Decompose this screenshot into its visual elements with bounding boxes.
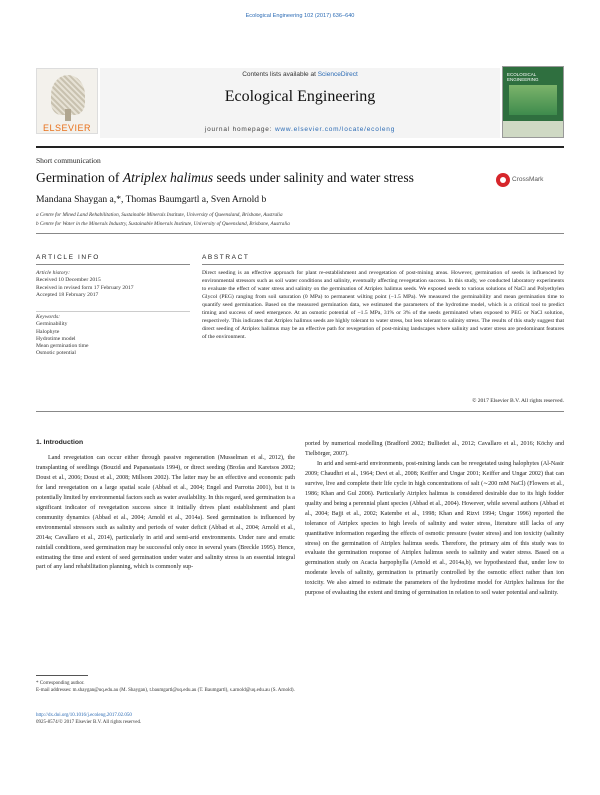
introduction-heading: 1. Introduction <box>36 439 84 446</box>
article-history: Article history: Received 10 December 2015 Received in revised form 17 February 2017 Accepted 18 February 2017 <box>36 270 134 298</box>
paragraph: ported by numerical modelling (Bradford 2002; Bulliedet al., 2012; Cavallaro et al., 2016; Köchy and Tielbörger, 2007). <box>305 441 564 457</box>
doi-block <box>36 712 295 726</box>
publisher-wordmark: ELSEVIER <box>42 123 92 133</box>
journal-homepage-line: journal homepage: www.elsevier.com/locate/ecoleng <box>204 126 396 133</box>
affiliation-b: b Centre for Water in the Minerals Industry, Sustainable Minerals Institute, University of Queensland, Brisbane, Australia <box>36 221 290 227</box>
email-addresses[interactable]: E-mail addresses: m.shaygan@uq.edu.au (M. Shaygan), t.baumgartl@uq.edu.au (T. Baumgartl), s.arnold@uq.edu.au (S. Arnold). <box>36 688 295 693</box>
crossmark-badge[interactable]: CrossMark <box>496 172 548 188</box>
abstract-heading: ABSTRACT <box>202 254 250 261</box>
article-info-heading: ARTICLE INFO <box>36 254 100 261</box>
homepage-link[interactable]: www.elsevier.com/locate/ecoleng <box>274 126 396 133</box>
contents-available-line: Contents lists available at ScienceDirect <box>242 71 358 78</box>
journal-title: Ecological Engineering <box>224 88 376 105</box>
body-column-right <box>305 440 564 686</box>
article-type: Short communication <box>36 156 101 165</box>
paragraph: In arid and semi-arid environments, post-mining lands can be revegetated using halophytes (Al-Nasir 2009; Chaudhri et al., 1964; Devi et al., 2008; Keiffer and Ungar 2001; Keiffer and Ungar 2002) that can survive, live and complete their life cycle in high concentrations of salt (∼200 mM NaCl) (Flowers et al., 1986; Khan and Gul 2006). Particularly Atriplex halimus is considered desirable due to its high fodder quality and being a perennial plant species (Abbad et al., 2004). However, while several authors (Abbad et al., 2004; Bajji et al., 2002; Katembe et al., 1998; Khan and Rizvi 1994; Ungar 1996) reported the tolerance of Atriplex species to high levels of salinity and water stress, literature still lacks of any quantitative information regarding the effects of osmotic pressure (water stress) and ion toxicity (salinity stress) on the germination of Atriplex halimus seeds. Therefore, the primary aim of this study was to evaluate the germination response of Atriplex halimus seeds to salinity and water stress. Based on a germination study on Acacia harpophylla (Arnold et al., 2014a,b), we hypothesized that, under low to moderate levels of salinity, germination is primarily controlled by the osmotic effect rather than ion toxicity. We also aimed to estimate the parameters of the hydrotime model for Atriplex halimus for the purpose of evaluating the extent and timing of germination in relation to soil water potential and salinity. <box>305 460 564 597</box>
divider <box>202 264 564 265</box>
footnote-divider <box>36 675 88 676</box>
abstract-body: Direct seeding is an effective approach for plant re-establishment and revegetation of post-mining areas. However, germination of seeds is influenced by environmental stressors such as soil water conditions and salinity, eventually affecting revegetation success. In this study, we conducted laboratory experiments to evaluate the effect of water stress and salinity on the germination of Atriplex halimus seeds. We exposed seeds to various solutions of NaCl and Polyethylen Glycol (PEG) ranging from soil saturation (0 MPa) to permanent wilting point (−1.5 MPa). We measured the germinability and mean germination time to quantify seed germination. Based on the measured germination data, we estimated the parameters of the hydrotime model, which is a critical tool to predict timing and success of seed emergence. At an osmotic potential of −1.5 MPa, 31% or 3% of the seeds germinated when exposed to PEG or NaCl solution, respectively. This indicates that Atriplex halimus seeds are highly tolerant to water stress, but less tolerant to salinity stress. The results of this study suggest that direct seeding of Atriplex halimus may be an effective path for revegetation of post-mining landscapes where salinity and water stress are predominant features of the environment. <box>202 270 564 341</box>
issn-line: 0925-8574/© 2017 Elsevier B.V. All rights reserved. <box>36 720 142 725</box>
sciencedirect-link[interactable]: ScienceDirect <box>317 71 358 78</box>
paragraph: Land revegetation can occur either through passive regeneration (Musselman et al., 2012), the transplanting of seedlings (Bouzid and Papanastasis 1994), or direct seeding (Brofas and Karetsos 2002; Doust et al., 2006; Doust et al., 2008; Millsom 2002). The latter may be an effective and economic path for land revegetation on a large spatial scale (Abbad et al., 2004; Engel and Parrotta 2001), but it is potentially limited by environmental factors such as water availability. In this regard, seed germination is a significant indicator of revegetation success since it initially drives plant establishment and plant community dynamics (Abbad et al., 2004; Arnold et al., 2014a). Seed germination is influenced by environmental stressors such as salinity and periods of water deficit (Abbad et al., 2004; Arnold et al., 2014a; Cavallaro et al., 2014), particularly in arid and semi-arid environments. Under rare and erratic rainfall conditions, seed germination may be successful only once in several years (Breckle 1995). Hence, estimating the time and extent of seed germination under water and salinity stress is an essential integral part of any land rehabilitation planning, which is commonly sup- <box>36 455 295 571</box>
copyright-notice: © 2017 Elsevier B.V. All rights reserved. <box>472 398 564 404</box>
journal-cover-image: ECOLOGICAL ENGINEERING <box>502 66 564 138</box>
divider <box>36 411 564 412</box>
divider <box>36 311 190 312</box>
keywords: Keywords: Germinability Halophyte Hydrotime model Mean germination time Osmotic potential <box>36 314 89 357</box>
author-list: Mandana Shaygan a,*, Thomas Baumgartl a, Sven Arnold b <box>36 194 267 205</box>
keyword-item: Halophyte <box>36 328 60 335</box>
doi-link[interactable]: http://dx.doi.org/10.1016/j.ecoleng.2017.02.050 <box>36 713 132 718</box>
crossmark-icon <box>496 173 510 187</box>
history-item: Received 10 December 2015 <box>36 277 101 284</box>
keyword-item: Osmotic potential <box>36 350 76 357</box>
history-item: Received in revised form 17 February 2017 <box>36 284 134 291</box>
keyword-item: Germinability <box>36 321 68 328</box>
header-divider <box>36 146 564 148</box>
divider <box>36 264 190 265</box>
keyword-item: Mean germination time <box>36 343 89 350</box>
corresponding-author-footnote: * Corresponding author. E-mail addresses: m.shaygan@uq.edu.au (M. Shaygan), t.baumgartl@uq.edu.au (T. Baumgartl), s.arnold@uq.edu.au (S. Arnold). <box>36 681 295 693</box>
affiliation-a: a Centre for Mined Land Rehabilitation, Sustainable Minerals Institute, University of Queensland, Brisbane, Australia <box>36 212 283 218</box>
journal-citation-link[interactable]: Ecological Engineering 102 (2017) 636–640 <box>245 13 355 19</box>
keyword-item: Hydrotime model <box>36 335 76 342</box>
article-title: Germination of Atriplex halimus seeds under salinity and water stress <box>36 170 414 185</box>
body-column-left <box>36 454 295 666</box>
history-item: Accepted 18 February 2017 <box>36 291 99 298</box>
divider <box>36 233 564 234</box>
